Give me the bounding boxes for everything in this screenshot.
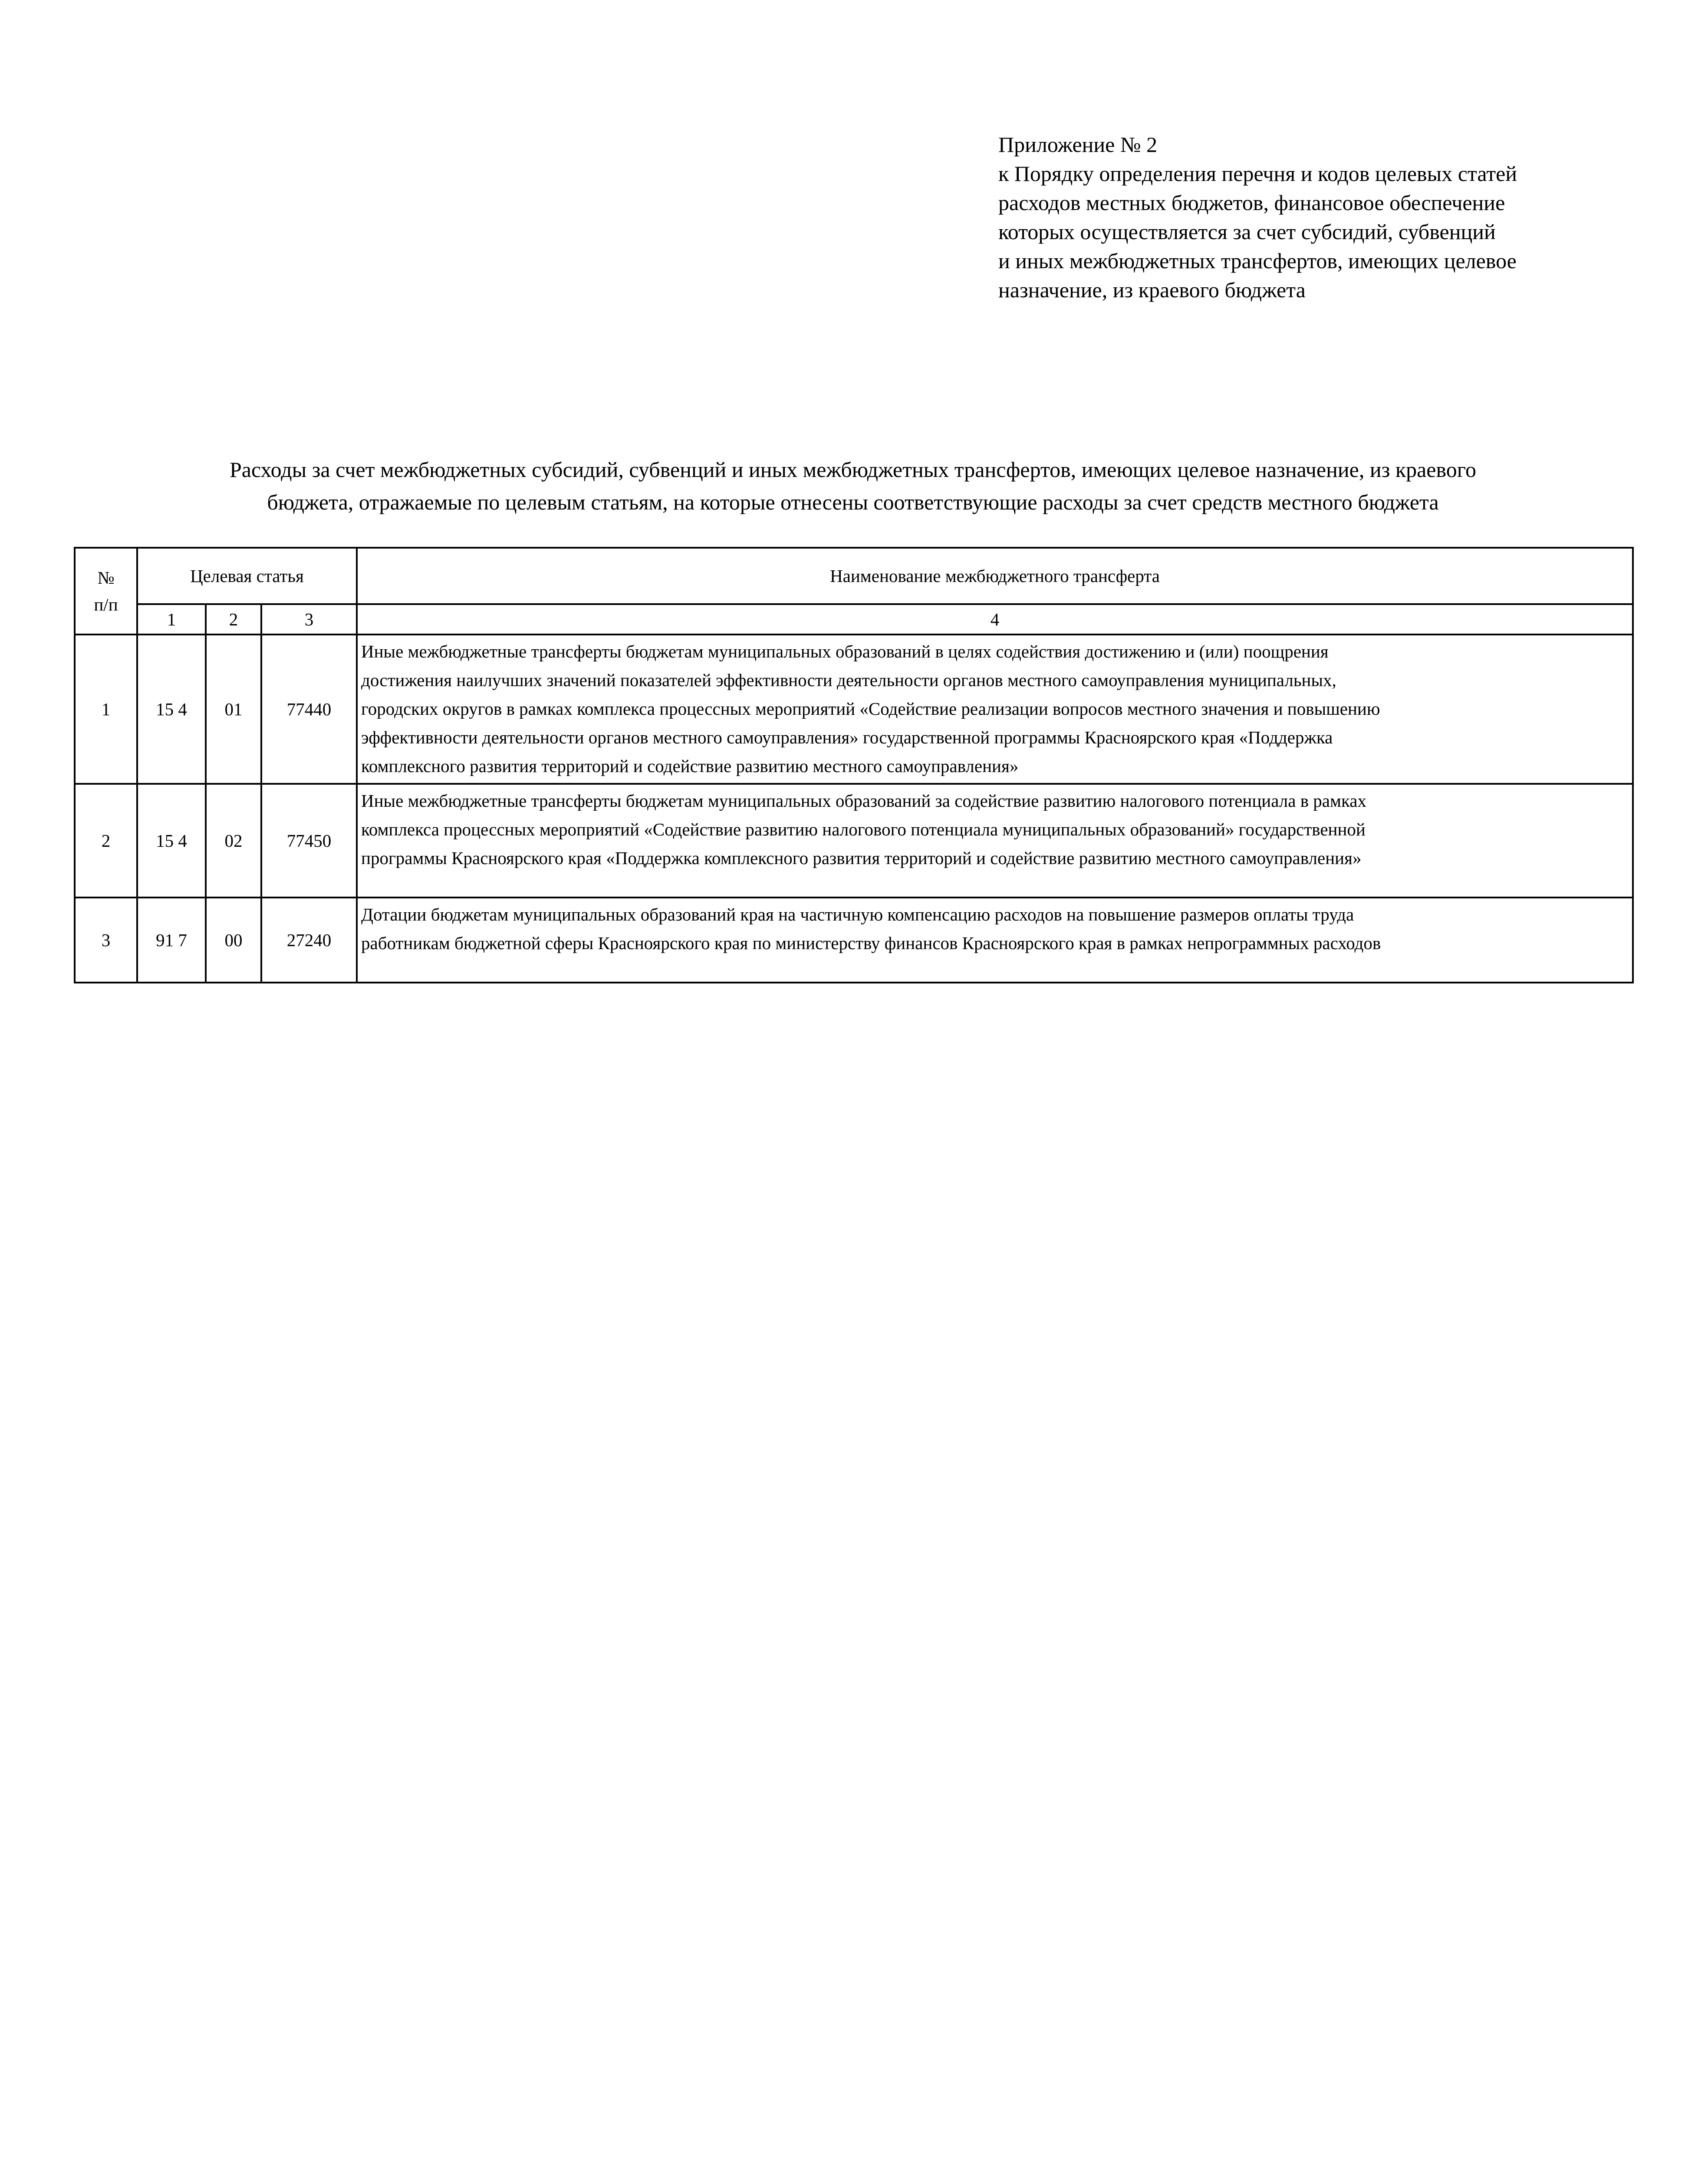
- row-transfer-name: [357, 635, 1633, 784]
- appendix-line: расходов местных бюджетов, финансовое обеспечение: [998, 191, 1505, 215]
- row-name-line: достижения наилучших значений показателей эффективности деятельности органов местного самоуправления муниципальных,: [361, 670, 1336, 690]
- row-code-subprogram: 02: [206, 784, 261, 898]
- row-transfer-name: [357, 784, 1633, 898]
- row-name-line: комплекса процессных мероприятий «Содействие развитию налогового потенциала муниципальных образований» государственной: [361, 819, 1366, 839]
- row-name-line: комплексного развития территорий и содействие развитию местного самоуправления»: [361, 756, 1019, 776]
- column-index: 4: [357, 604, 1633, 635]
- row-name-line: Иные межбюджетные трансферты бюджетам муниципальных образований в целях содействия достижению и (или) поощрения: [361, 641, 1329, 661]
- table-row: [75, 635, 1633, 784]
- row-name-line: программы Красноярского края «Поддержка комплексного развития территорий и содействие развитию местного самоуправления»: [361, 848, 1362, 868]
- row-code-program: 91 7: [137, 898, 206, 983]
- row-number: 1: [75, 635, 137, 784]
- row-name-line: Иные межбюджетные трансферты бюджетам муниципальных образований за содействие развитию налогового потенциала в рамках: [361, 791, 1366, 811]
- row-name-line: работникам бюджетной сферы Красноярского края по министерству финансов Красноярского края в рамках непрограммных расходов: [361, 933, 1381, 953]
- appendix-line: к Порядку определения перечня и кодов целевых статей: [998, 161, 1517, 186]
- row-number: 2: [75, 784, 137, 898]
- table-row: [75, 898, 1633, 983]
- header-target-article: Целевая статья: [137, 548, 357, 604]
- row-code-direction: 27240: [261, 898, 357, 983]
- row-number: 3: [75, 898, 137, 983]
- row-transfer-name: [357, 898, 1633, 983]
- row-name-line: эффективности деятельности органов местного самоуправления» государственной программы Красноярского края «Поддержка: [361, 727, 1333, 747]
- document-title: [74, 454, 1632, 519]
- row-code-direction: 77440: [261, 635, 357, 784]
- row-code-subprogram: 00: [206, 898, 261, 983]
- appendix-line: которых осуществляется за счет субсидий, субвенций: [998, 220, 1496, 244]
- transfers-table: [74, 547, 1634, 983]
- header-number-symbol: №: [97, 568, 115, 588]
- header-number: [75, 548, 137, 635]
- table-header-row: [75, 548, 1633, 604]
- appendix-line: назначение, из краевого бюджета: [998, 278, 1306, 302]
- row-code-program: 15 4: [137, 635, 206, 784]
- column-index: 3: [261, 604, 357, 635]
- header-transfer-name: Наименование межбюджетного трансферта: [357, 548, 1633, 604]
- column-index: 1: [137, 604, 206, 635]
- header-number-label: п/п: [94, 595, 118, 615]
- appendix-title: Приложение № 2: [998, 132, 1158, 157]
- document-title-line: Расходы за счет межбюджетных субсидий, субвенций и иных межбюджетных трансфертов, имеющих целевое назначение, из краевого: [229, 457, 1477, 482]
- row-name-line: Дотации бюджетам муниципальных образований края на частичную компенсацию расходов на повышение размеров оплаты труда: [361, 904, 1354, 924]
- column-index-row: [75, 604, 1633, 635]
- column-index: 2: [206, 604, 261, 635]
- appendix-block: [998, 130, 1649, 305]
- row-code-subprogram: 01: [206, 635, 261, 784]
- appendix-line: и иных межбюджетных трансфертов, имеющих целевое: [998, 249, 1517, 273]
- row-code-program: 15 4: [137, 784, 206, 898]
- document-title-line: бюджета, отражаемые по целевым статьям, на которые отнесены соответствующие расходы за счет средств местного бюджета: [267, 490, 1439, 514]
- row-name-line: городских округов в рамках комплекса процессных мероприятий «Содействие реализации вопросов местного значения и повышению: [361, 699, 1380, 719]
- table-row: [75, 784, 1633, 898]
- row-code-direction: 77450: [261, 784, 357, 898]
